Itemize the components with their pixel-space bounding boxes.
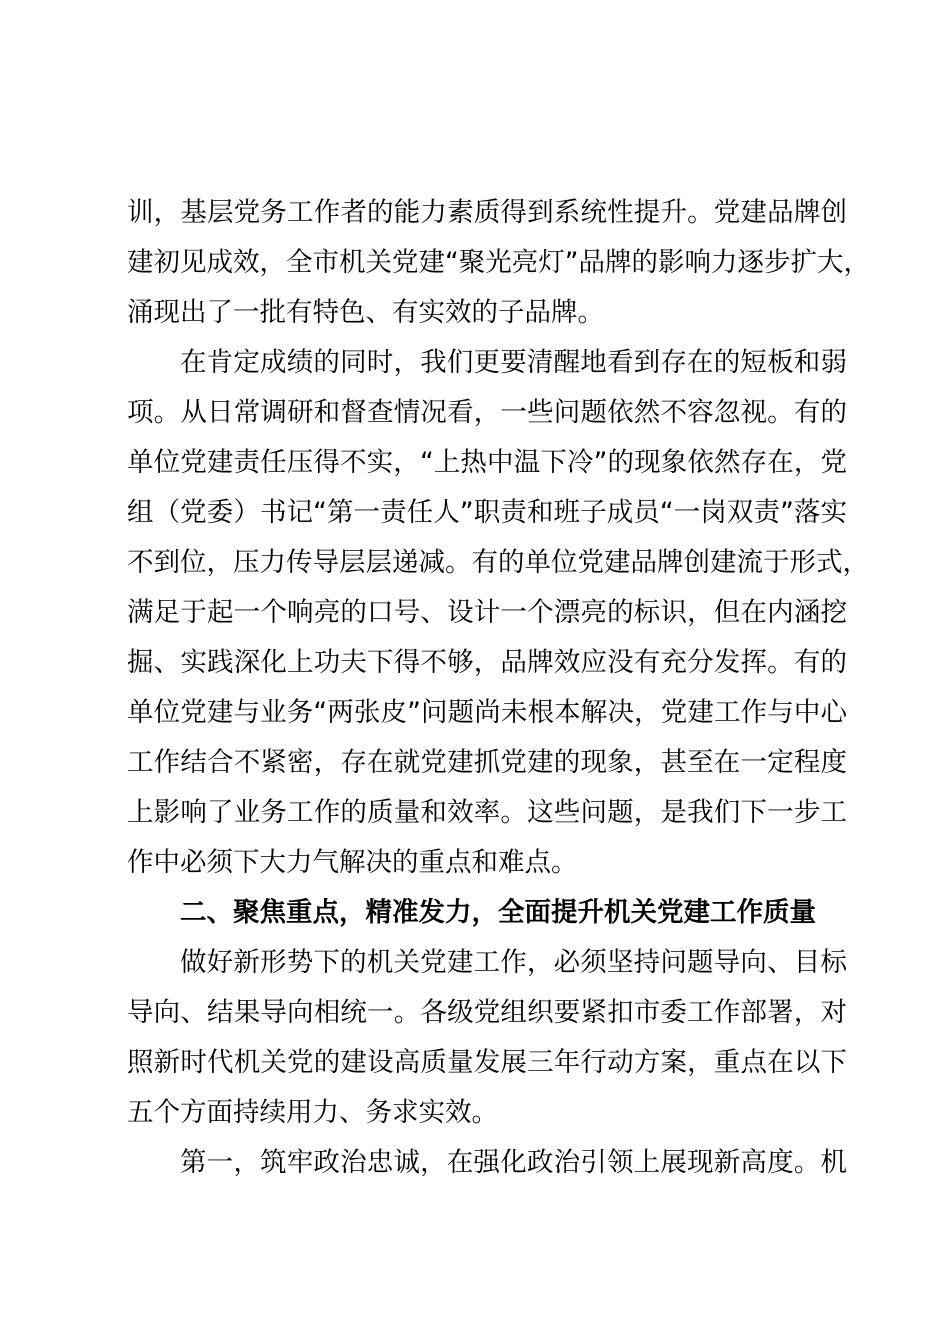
text-line: 满足于起一个响亮的口号、设计一个漂亮的标识，但在内涵挖 xyxy=(127,597,847,628)
text-line: 项。从日常调研和督查情况看，一些问题依然不容忽视。有的 xyxy=(127,397,847,428)
section-heading: 二、聚焦重点，精准发力，全面提升机关党建工作质量 xyxy=(180,897,816,928)
text-line: 掘、实践深化上功夫下得不够，品牌效应没有充分发挥。有的 xyxy=(127,647,847,678)
text-line: 上影响了业务工作的质量和效率。这些问题，是我们下一步工 xyxy=(127,797,847,828)
text-line: 照新时代机关党的建设高质量发展三年行动方案，重点在以下 xyxy=(127,1047,847,1078)
text-line: 训，基层党务工作者的能力素质得到系统性提升。党建品牌创 xyxy=(127,197,847,228)
text-line: 第一，筑牢政治忠诚，在强化政治引领上展现新高度。机 xyxy=(180,1147,847,1178)
text-line: 导向、结果导向相统一。各级党组织要紧扣市委工作部署，对 xyxy=(127,997,847,1028)
text-line: 单位党建责任压得不实，“上热中温下冷”的现象依然存在，党 xyxy=(127,447,847,478)
text-line: 建初见成效，全市机关党建“聚光亮灯”品牌的影响力逐步扩大， xyxy=(127,247,870,278)
text-line: 组（党委）书记“第一责任人”职责和班子成员“一岗双责”落实 xyxy=(127,497,847,528)
text-line: 涌现出了一批有特色、有实效的子品牌。 xyxy=(127,297,604,328)
text-line: 在肯定成绩的同时，我们更要清醒地看到存在的短板和弱 xyxy=(180,347,847,378)
text-line: 不到位，压力传导层层递减。有的单位党建品牌创建流于形式， xyxy=(127,547,869,578)
text-line: 作中必须下大力气解决的重点和难点。 xyxy=(127,847,578,878)
text-line: 单位党建与业务“两张皮”问题尚未根本解决，党建工作与中心 xyxy=(127,697,847,728)
text-line: 做好新形势下的机关党建工作，必须坚持问题导向、目标 xyxy=(180,947,847,978)
text-line: 工作结合不紧密，存在就党建抓党建的现象，甚至在一定程度 xyxy=(127,747,847,778)
text-line: 五个方面持续用力、务求实效。 xyxy=(127,1097,498,1128)
